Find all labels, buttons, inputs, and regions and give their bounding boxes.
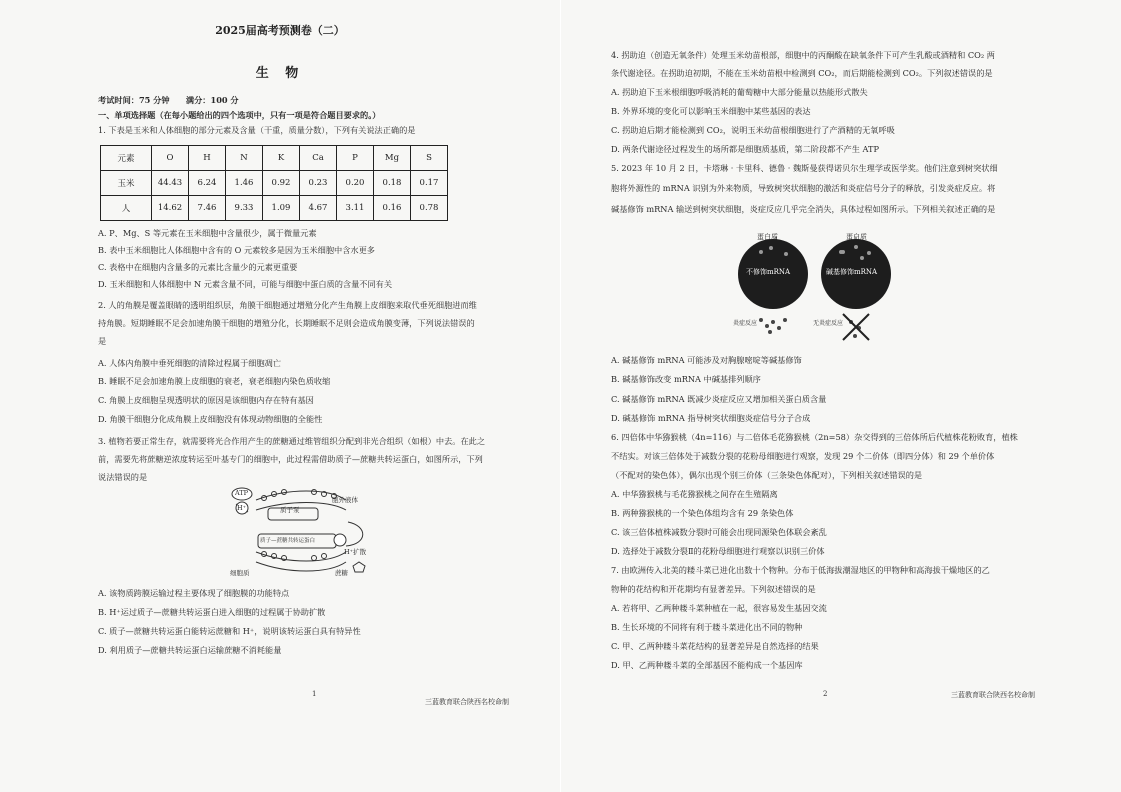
- question-3-stem-line: 说法错误的是: [98, 472, 148, 482]
- page-1: [0, 0, 560, 792]
- question-5-stem-line: 5. 2023 年 10 月 2 日，卡塔琳 · 卡里科、德鲁 · 魏斯曼获得诺贝尔生理学或医学奖。他们注意到树突状细: [611, 163, 998, 173]
- table-cell: 14.62: [152, 196, 189, 221]
- q3-option-c: C. 质子—蔗糖共转运蛋白能转运蔗糖和 H⁺，说明该转运蛋白具有特异性: [98, 626, 361, 636]
- table-cell: Ca: [300, 146, 337, 171]
- q3-option-a: A. 该物质跨膜运输过程主要体现了细胞膜的功能特点: [98, 588, 290, 598]
- q5-option-c: C. 碱基修饰 mRNA 既减少炎症反应又增加相关蛋白质含量: [611, 394, 827, 404]
- sucrose-label: 蔗糖: [335, 569, 348, 577]
- q5-option-b: B. 碱基修饰改变 mRNA 中碱基排列顺序: [611, 374, 761, 384]
- diffusion-label: H⁺扩散: [344, 548, 367, 556]
- question-4-stem-line: 4. 拐助迫（创造无氧条件）处理玉米幼苗根部，细胞中的丙酮酸在缺氧条件下可产生乳酸或酒精和 CO₂ 两: [611, 50, 995, 60]
- table-cell: 0.92: [263, 171, 300, 196]
- question-6-stem-line: （不配对的染色体），偶尔出现个别三价体（三条染色体配对），下列相关叙述错误的是: [611, 470, 923, 480]
- element-table: [100, 145, 448, 221]
- table-cell: 4.67: [300, 196, 337, 221]
- table-cell: 0.17: [411, 171, 448, 196]
- q3-option-b: B. H⁺运过质子—蔗糖共转运蛋白进入细胞的过程属于协助扩散: [98, 607, 326, 617]
- q6-option-c: C. 该三倍体植株减数分裂时可能会出现同源染色体联会紊乱: [611, 527, 827, 537]
- no-inflammation-label: 无炎症反应: [813, 320, 844, 327]
- question-2-stem-line: 持角膜。短期睡眠不足会加速角膜干细胞的增殖分化，长期睡眠不足则会造成角膜变薄，下列说法错误的: [98, 318, 475, 328]
- protein-label-left: 蛋白质: [757, 233, 778, 241]
- q6-option-d: D. 选择处于减数分裂Ⅱ的花粉母细胞进行观察以识别三价体: [611, 546, 825, 556]
- question-5-stem-line: 胞将外源性的 mRNA 识别为外来物质，导致树突状细胞的激活和炎症信号分子的释放，引发炎症反应。将: [611, 183, 996, 193]
- table-cell: 1.46: [226, 171, 263, 196]
- cotransporter-label: 质子—蔗糖共转运蛋白: [260, 538, 316, 544]
- q7-option-a: A. 若将甲、乙两种耧斗菜种植在一起，很容易发生基因交流: [611, 603, 827, 613]
- proton-pump-label: 质子泵: [280, 506, 300, 514]
- modified-mrna-label: 碱基修饰mRNA: [826, 268, 878, 276]
- table-row: [101, 171, 448, 196]
- q2-option-b: B. 睡眠不足会加速角膜上皮细胞的衰老，衰老细胞内染色质收缩: [98, 376, 331, 386]
- exam-title: 2025届高考预测卷（二）: [215, 24, 345, 37]
- table-cell: 玉米: [101, 171, 152, 196]
- protein-label-right: 蛋白质: [846, 233, 867, 241]
- table-cell: 0.18: [374, 171, 411, 196]
- q1-option-d: D. 玉米细胞和人体细胞中 N 元素含量不同，可能与细胞中蛋白质的含量不同有关: [98, 279, 393, 289]
- question-7-stem-line: 7. 由欧洲传入北美的耧斗菜已进化出数十个物种。分布于低海拔潮湿地区的甲物种和高海拔干燥地区的乙: [611, 565, 990, 575]
- table-cell: 0.20: [337, 171, 374, 196]
- q7-option-c: C. 甲、乙两种耧斗菜花结构的显著差异是自然选择的结果: [611, 641, 819, 651]
- section-heading: 一、单项选择题（在每小题给出的四个选项中，只有一项是符合题目要求的。）: [98, 110, 381, 120]
- page-footer: 三蓝教育联合陕西名校命制: [951, 691, 1035, 699]
- question-6-stem-line: 6. 四倍体中华猕猴桃（4n=116）与二倍体毛花猕猴桃（2n=58）杂交得到的三倍体所后代植株花粉败育，植株: [611, 432, 1018, 442]
- table-cell: K: [263, 146, 300, 171]
- table-cell: 44.43: [152, 171, 189, 196]
- extracellular-label: 胞外液体: [332, 496, 358, 504]
- table-cell: S: [411, 146, 448, 171]
- table-cell: N: [226, 146, 263, 171]
- table-row: [101, 196, 448, 221]
- cytoplasm-label: 细胞质: [230, 569, 250, 577]
- question-4-stem-line: 条代谢途径。在拐助迫初期，不能在玉米幼苗根中检测到 CO₂，而后期能检测到 CO₂。下列叙述错误的是: [611, 68, 993, 78]
- page-number: 2: [823, 690, 828, 698]
- page-2: [561, 0, 1121, 792]
- table-cell: 0.78: [411, 196, 448, 221]
- question-5-stem-line: 碱基修饰 mRNA 输送到树突状细胞，炎症反应几乎完全消失，具体过程如图所示。下列相关叙述正确的是: [611, 204, 996, 214]
- question-1-stem: 1. 下表是玉米和人体细胞的部分元素及含量（干重，质量分数），下列有关说法正确的是: [98, 125, 416, 135]
- q5-option-d: D. 碱基修饰 mRNA 指导树突状细胞炎症信号分子合成: [611, 413, 811, 423]
- q4-option-d: D. 两条代谢途径过程发生的场所都是细胞质基质，第二阶段都不产生 ATP: [611, 144, 879, 154]
- table-cell: Mg: [374, 146, 411, 171]
- table-cell: 7.46: [189, 196, 226, 221]
- page-number: 1: [312, 690, 317, 698]
- question-2-stem-line: 是: [98, 336, 107, 346]
- q2-option-d: D. 角膜干细胞分化成角膜上皮细胞没有体现动物细胞的全能性: [98, 414, 323, 424]
- q2-option-a: A. 人体内角膜中垂死细胞的清除过程属于细胞凋亡: [98, 358, 282, 368]
- q1-option-b: B. 表中玉米细胞比人体细胞中含有的 O 元素较多是因为玉米细胞中含水更多: [98, 245, 375, 255]
- q5-option-a: A. 碱基修饰 mRNA 可能涉及对胸腺嘧啶等碱基修饰: [611, 355, 802, 365]
- question-2-stem-line: 2. 人的角膜是覆盖眼睛的透明组织层，角膜干细胞通过增殖分化产生角膜上皮细胞来取代垂死细胞进而维: [98, 300, 477, 310]
- table-cell: 6.24: [189, 171, 226, 196]
- q7-option-d: D. 甲、乙两种耧斗菜的全部基因不能构成一个基因库: [611, 660, 803, 670]
- inflammation-label: 炎症反应: [733, 320, 758, 327]
- subject-title: 生 物: [255, 66, 305, 81]
- q3-option-d: D. 利用质子—蔗糖共转运蛋白运输蔗糖不消耗能量: [98, 645, 282, 655]
- table-cell: 元素: [101, 146, 152, 171]
- unmodified-mrna-label: 不修饰mRNA: [746, 268, 791, 276]
- q6-option-a: A. 中华猕猴桃与毛花猕猴桃之间存在生殖隔离: [611, 489, 778, 499]
- question-6-stem-line: 不结实。对该三倍体处于减数分裂的花粉母细胞进行观察，发现 29 个二价体（即四分体）和 29 个单价体: [611, 451, 995, 461]
- q7-option-b: B. 生长环境的不同将有利于耧斗菜进化出不同的物种: [611, 622, 803, 632]
- table-cell: 0.16: [374, 196, 411, 221]
- table-cell: 人: [101, 196, 152, 221]
- h-ion-label: H⁺: [237, 504, 247, 512]
- table-cell: 3.11: [337, 196, 374, 221]
- question-7-stem-line: 物种的花结构和开花期均有显著差异。下列叙述错误的是: [611, 584, 816, 594]
- table-header-row: [101, 146, 448, 171]
- exam-info: 考试时间：75 分钟 满分：100 分: [98, 95, 239, 105]
- table-cell: O: [152, 146, 189, 171]
- q2-option-c: C. 角膜上皮细胞呈现透明状的原因是该细胞内存在特有基因: [98, 395, 314, 405]
- q6-option-b: B. 两种猕猴桃的一个染色体组均含有 29 条染色体: [611, 508, 794, 518]
- table-cell: P: [337, 146, 374, 171]
- q4-option-a: A. 拐助迫下玉米根细胞呼吸消耗的葡萄糖中大部分能量以热能形式散失: [611, 87, 868, 97]
- table-cell: H: [189, 146, 226, 171]
- q4-option-b: B. 外界环境的变化可以影响玉米细胞中某些基因的表达: [611, 106, 811, 116]
- question-3-stem-line: 前，需要先将蔗糖逆浓度转运至叶基专门的细胞中，此过程需借助质子—蔗糖共转运蛋白，如图所示，下列: [98, 454, 483, 464]
- question-3-stem-line: 3. 植物若要正常生存，就需要将光合作用产生的蔗糖通过维管组织分配到非光合组织（如根）中去。在此之: [98, 436, 486, 446]
- page-footer: 三蓝教育联合陕西名校命制: [425, 698, 509, 706]
- table-cell: 9.33: [226, 196, 263, 221]
- q1-option-c: C. 表格中在细胞内含量多的元素比含量少的元素更重要: [98, 262, 298, 272]
- q4-option-c: C. 拐助迫后期才能检测到 CO₂，说明玉米幼苗根细胞进行了产酒精的无氧呼吸: [611, 125, 895, 135]
- atp-label: ATP: [235, 489, 249, 497]
- table-cell: 0.23: [300, 171, 337, 196]
- table-cell: 1.09: [263, 196, 300, 221]
- q1-option-a: A. P、Mg、S 等元素在玉米细胞中含量很少，属于微量元素: [98, 228, 317, 238]
